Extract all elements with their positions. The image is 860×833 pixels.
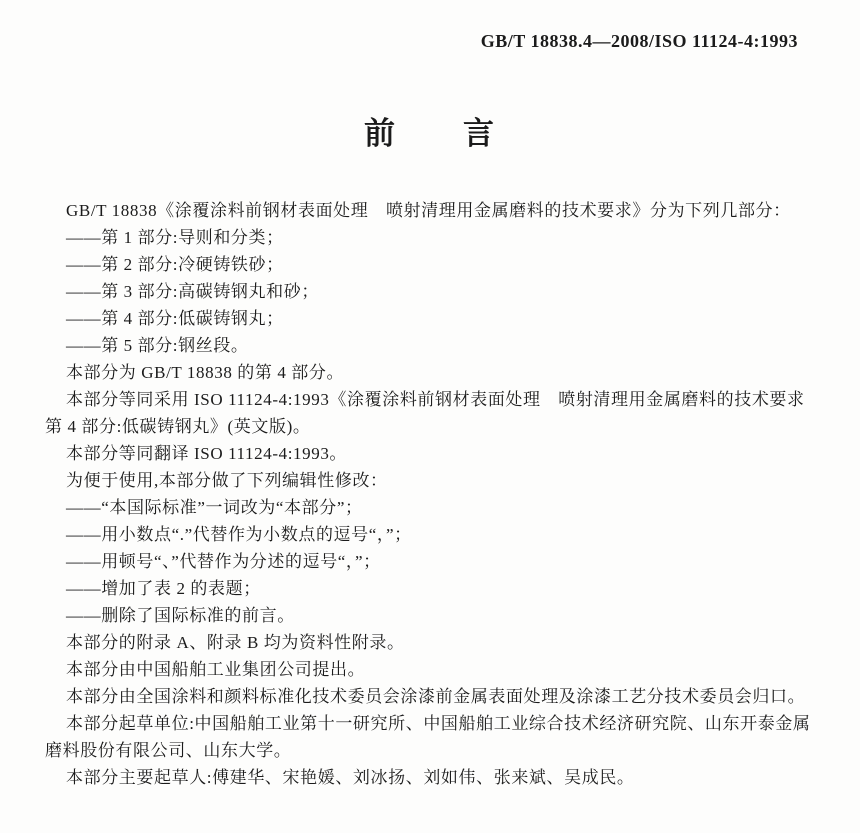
text-line: ——第 3 部分:高碳铸钢丸和砂； bbox=[66, 282, 319, 301]
text-line: 本部分为 GB/T 18838 的第 4 部分。 bbox=[66, 363, 345, 382]
foreword-title: 前 言 bbox=[364, 116, 496, 151]
text-line: ——第 2 部分:冷硬铸铁砂； bbox=[66, 255, 284, 274]
text-line: ——第 4 部分:低碳铸钢丸； bbox=[66, 309, 284, 328]
text-line: 第 4 部分:低碳铸钢丸》(英文版)。 bbox=[45, 417, 311, 436]
text-line: ——第 1 部分:导则和分类； bbox=[66, 228, 284, 247]
text-line: 本部分起草单位:中国船舶工业第十一研究所、中国船舶工业综合技术经济研究院、山东开泰金属 bbox=[66, 714, 811, 733]
text-line: 为便于使用,本部分做了下列编辑性修改： bbox=[66, 471, 388, 490]
text-line: 本部分由中国船舶工业集团公司提出。 bbox=[66, 660, 366, 679]
foreword-body bbox=[45, 197, 817, 791]
text-line: 本部分的附录 A、附录 B 均为资料性附录。 bbox=[66, 633, 405, 652]
text-line: 本部分主要起草人:傅建华、宋艳媛、刘冰扬、刘如伟、张来斌、吴成民。 bbox=[66, 768, 635, 787]
standard-number: GB/T 18838.4—2008/ISO 11124-4:1993 bbox=[480, 31, 798, 51]
text-line: ——用小数点“.”代替作为小数点的逗号“，”； bbox=[66, 525, 412, 544]
text-line: ——增加了表 2 的表题； bbox=[66, 579, 261, 598]
text-line: 本部分等同翻译 ISO 11124-4:1993。 bbox=[66, 444, 348, 463]
text-line: ——“本国际标准”一词改为“本部分”； bbox=[66, 498, 363, 517]
text-line: 本部分由全国涂料和颜料标准化技术委员会涂漆前金属表面处理及涂漆工艺分技术委员会归口。 bbox=[66, 687, 806, 706]
text-line: ——第 5 部分:钢丝段。 bbox=[66, 336, 249, 355]
text-line: ——用顿号“、”代替作为分述的逗号“，”； bbox=[66, 552, 381, 571]
text-line: 本部分等同采用 ISO 11124-4:1993《涂覆涂料前钢材表面处理 喷射清理用金属磨料的技术要求 bbox=[66, 390, 805, 409]
text-line: ——删除了国际标准的前言。 bbox=[66, 606, 295, 625]
text-line: 磨料股份有限公司、山东大学。 bbox=[45, 741, 292, 760]
text-line: GB/T 18838《涂覆涂料前钢材表面处理 喷射清理用金属磨料的技术要求》分为下列几部分： bbox=[66, 201, 791, 220]
